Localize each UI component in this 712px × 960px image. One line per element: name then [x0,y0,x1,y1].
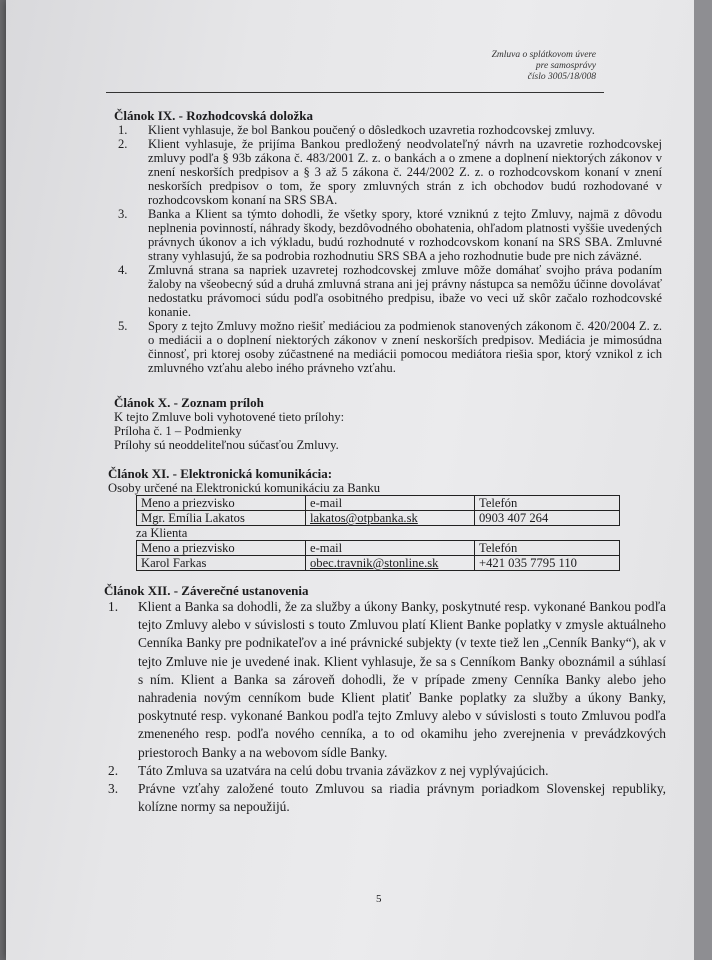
article-10-line: Príloha č. 1 – Podmienky [114,424,242,438]
contact-phone: 0903 407 264 [475,511,620,526]
column-header: e-mail [306,496,475,511]
contact-phone: +421 035 7795 110 [475,556,620,571]
article-10-title: Článok X. - Zoznam príloh [114,395,264,410]
column-header: Meno a priezvisko [137,496,306,511]
header-rule [106,92,604,93]
article-12-list [104,598,666,816]
item-text: Klient vyhlasuje, že bol Bankou poučený o dôsledkoch uzavretia rozhodcovskej zmluvy. [148,123,595,137]
document-body [104,108,666,816]
article-11-title: Článok XI. - Elektronická komunikácia: [108,466,333,481]
list-item [104,598,666,762]
list-item [114,123,662,137]
contact-name: Mgr. Emília Lakatos [137,511,306,526]
item-text: Zmluvná strana sa napriek uzavretej rozhodcovskej zmluve môže domáhať svojho práva podaním žaloby na všeobecný súd a druhá zmluvná strana ani jej právny nástupca sa nemôžu účinne dovolávať nedostatku právomoci súdu podľa osobitného predpisu, ibaže vo veci už skôr začalo rozhodcovské konanie. [148,263,662,319]
list-item [104,780,666,816]
list-item [114,319,662,375]
header-line: pre samosprávy [535,61,596,71]
article-10-line: K tejto Zmluve boli vyhotovené tieto prílohy: [114,410,345,424]
column-header: Meno a priezvisko [137,541,306,556]
list-item [104,762,666,780]
contact-name: Karol Farkas [137,556,306,571]
list-item [114,137,662,207]
article-9-title: Článok IX. - Rozhodcovská doložka [114,108,314,123]
bank-contacts-table [136,495,620,526]
item-number: 4. [118,263,128,277]
table-row [137,511,620,526]
table-header-row [137,496,620,511]
item-number: 5. [118,319,128,333]
contact-email-link[interactable]: obec.travnik@stonline.sk [306,556,475,571]
background-edge [694,0,712,960]
item-text: Klient a Banka sa dohodli, že za služby a úkony Banky, poskytnuté resp. vykonané Bankou podľa tejto Zmluvy alebo v súvislosti s touto Zmluvou platí Klient Banke poplatky v zmysle aktuálneho Cenníka Banky pre podnikateľov a iné právnické subjekty (v texte tiež len „Cenník Banky“), ak v tejto Zmluve nie je uvedené inak. Klient vyhlasuje, že sa s Cenníkom Banky oboznámil a súhlasí s ním. Klient a Banka sa zároveň dohodli, že v prípade zmeny Cenníka Banky alebo jeho nahradenia novým cenníkom bude Klient platiť Banke poplatky za služby a úkony Banky, poskytnuté resp. vykonané Bankou podľa tejto Zmluvy alebo v súvislosti s touto Zmluvou podľa zmeneného resp. podľa nového cenníka, a to od okamihu jeho zverejnenia v prevádzkových priestoroch Banky a na webovom sídle Banky. [138,599,666,760]
article-12-title: Článok XII. - Záverečné ustanovenia [104,583,309,598]
item-text: Táto Zmluva sa uzatvára na celú dobu trvania záväzkov z nej vyplývajúcich. [138,762,549,778]
item-number: 2. [108,762,119,778]
client-contacts-table [136,540,620,571]
column-header: e-mail [306,541,475,556]
bank-contacts-label: Osoby určené na Elektronickú komunikáciu za Banku [108,481,381,495]
contact-email-link[interactable]: lakatos@otpbanka.sk [306,511,475,526]
table-header-row [137,541,620,556]
article-9-list [114,123,662,375]
page-header [492,50,596,83]
table-row [137,556,620,571]
article-10-line: Prílohy sú neoddeliteľnou súčasťou Zmluvy. [114,438,339,452]
client-contacts-label: za Klienta [136,526,188,540]
item-text: Právne vzťahy založené touto Zmluvou sa riadia právnym poriadkom Slovenskej republiky, kolízne normy sa nepoužijú. [138,781,666,815]
list-item [114,207,662,263]
document-page [6,0,696,960]
header-line: Zmluva o splátkovom úvere [491,50,596,60]
item-text: Banka a Klient sa týmto dohodli, že všetky spory, ktoré vzniknú z tejto Zmluvy, najmä z dôvodu neplnenia povinností, náhrady škody, bezdôvodného obohatenia, ohľadom platnosti vyššie uvedených právnych úkonov a ich výkladu, budú rozhodnuté v rozhodcovskom konaní na SRS SBA. Zmluvné strany vyhlasujú, že sa podrobia rozhodnutiu SRS SBA a jeho rozhodnutie bude pre nich záväzné. [148,207,662,263]
item-number: 3. [118,207,128,221]
list-item [114,263,662,319]
header-line: číslo 3005/18/008 [527,72,596,82]
item-number: 1. [118,123,128,137]
page-number: 5 [376,893,382,905]
item-number: 1. [108,599,119,614]
item-text: Spory z tejto Zmluvy možno riešiť mediáciou za podmienok stanovených zákonom č. 420/2004 Z. z. o mediácii a o doplnení niektorých zákonov v znení neskorších predpisov. Mediácia je mimosúdna činnosť, pri ktorej osoby zúčastnené na mediácii pomocou mediátora riešia spor, ktorý vznikol z ich zmluvného vzťahu alebo iného právneho vzťahu. [148,319,662,375]
column-header: Telefón [475,541,620,556]
item-text: Klient vyhlasuje, že prijíma Bankou predložený neodvolateľný návrh na uzavretie rozhodcovskej zmluvy podľa § 93b zákona č. 483/2001 Z. z. o bankách a o zmene a doplnení niektorých zákonov v znení neskorších predpisov a § 3 až 5 zákona č. 244/2002 Z. z. o rozhodcovskom konaní v znení neskorších predpisov o tom, že spory zmluvných strán z ich obchodov budú rozhodované v rozhodcovskom konaní na SRS SBA. [148,137,662,207]
column-header: Telefón [475,496,620,511]
item-number: 2. [118,137,128,151]
item-number: 3. [108,781,119,797]
